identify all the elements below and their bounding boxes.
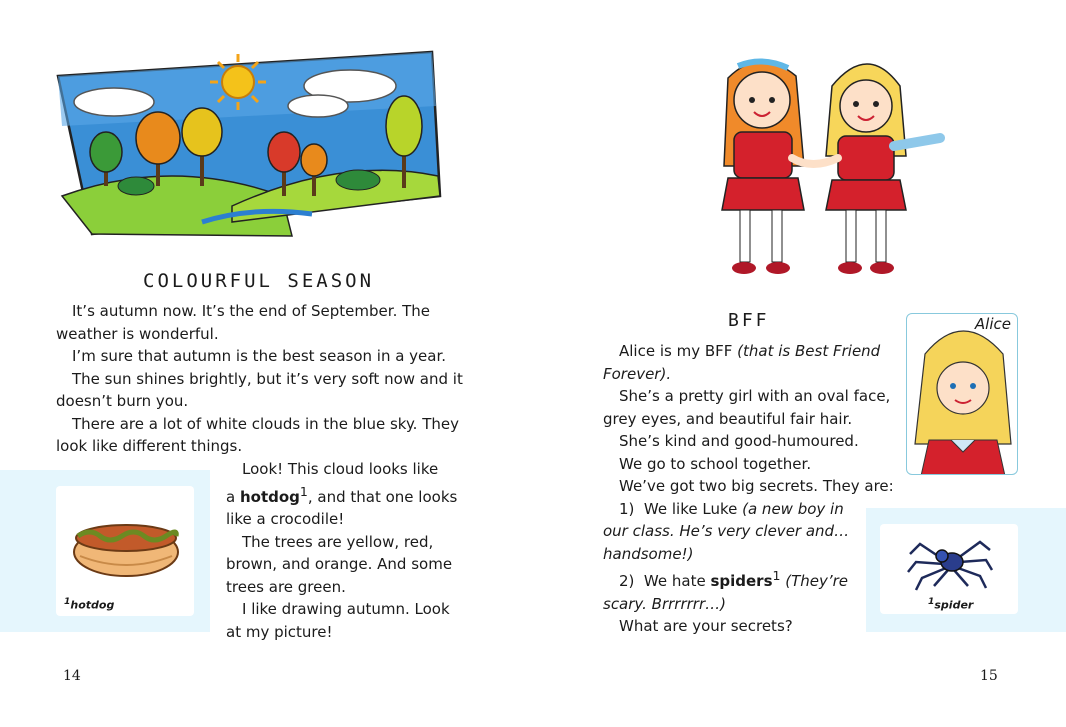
term-spiders: spiders — [710, 572, 773, 590]
page-title-bff: BFF — [728, 310, 770, 331]
two-friends-illustration — [700, 46, 958, 288]
text-line: weather is wonderful. — [56, 324, 219, 343]
page-title-colourful-season: COLOURFUL SEASON — [143, 270, 375, 292]
alice-label: Alice — [974, 315, 1011, 333]
text-line: Forever). — [603, 364, 672, 383]
text-line: handsome!) — [603, 544, 694, 563]
article-body-bff — [603, 340, 903, 638]
term-hotdog: hotdog — [239, 487, 300, 506]
page-number-left: 14 — [63, 668, 81, 684]
text-line: like a crocodile! — [226, 510, 345, 528]
autumn-landscape-drawing — [52, 46, 444, 242]
text-line: Alice is my BFF (that is Best Friend — [619, 342, 881, 360]
text-line: look like different things. — [56, 437, 243, 455]
text-line: 2) We hate spiders$^1$ (They’re — [619, 568, 849, 590]
hotdog-icon — [70, 508, 182, 582]
alice-portrait — [907, 314, 1018, 475]
page-number-right: 15 — [980, 668, 998, 684]
article-body-bottom — [226, 458, 486, 643]
text-line: our class. He’s very clever and… — [603, 522, 850, 540]
text-line: grey eyes, and beautiful fair hair. — [603, 409, 853, 428]
text-line: There are a lot of white clouds in the blue sky. They — [72, 414, 459, 433]
text-line: The trees are yellow, red, — [242, 532, 434, 551]
alice-portrait-card — [906, 313, 1018, 475]
text-line: trees are green. — [226, 577, 346, 596]
text-line: She’s a pretty girl with an oval face, — [619, 387, 891, 405]
text-line: It’s autumn now. It’s the end of September. The — [72, 302, 431, 320]
text-line: doesn’t burn you. — [56, 392, 189, 410]
text-line: The sun shines brightly, but it’s very soft now and it — [72, 369, 463, 388]
text-line: Look! This cloud looks like — [242, 460, 439, 478]
text-line: at my picture! — [226, 622, 333, 641]
footnote-caption-hotdog: $^1$hotdog — [64, 596, 115, 612]
text-line: She’s kind and good-humoured. — [619, 432, 859, 450]
text-line: What are your secrets? — [619, 617, 793, 635]
footnote-caption-spider: $^1$spider — [928, 596, 974, 612]
text-line: I’m sure that autumn is the best season in a year. — [72, 347, 447, 365]
text-line: We go to school together. — [619, 454, 812, 473]
text-line: We’ve got two big secrets. They are: — [619, 477, 894, 495]
text-line: I like drawing autumn. Look — [242, 600, 450, 618]
text-line: a hotdog$^1$, and that one looks — [226, 483, 458, 506]
spider-icon — [906, 532, 994, 592]
text-line: scary. Brrrrrrr…) — [603, 594, 726, 613]
text-line: 1) We like Luke (a new boy in — [619, 499, 844, 518]
footnote-card-spider — [880, 524, 1018, 614]
article-body-top — [56, 300, 476, 458]
text-line: brown, and orange. And some — [226, 555, 453, 573]
footnote-card-hotdog — [56, 486, 194, 616]
